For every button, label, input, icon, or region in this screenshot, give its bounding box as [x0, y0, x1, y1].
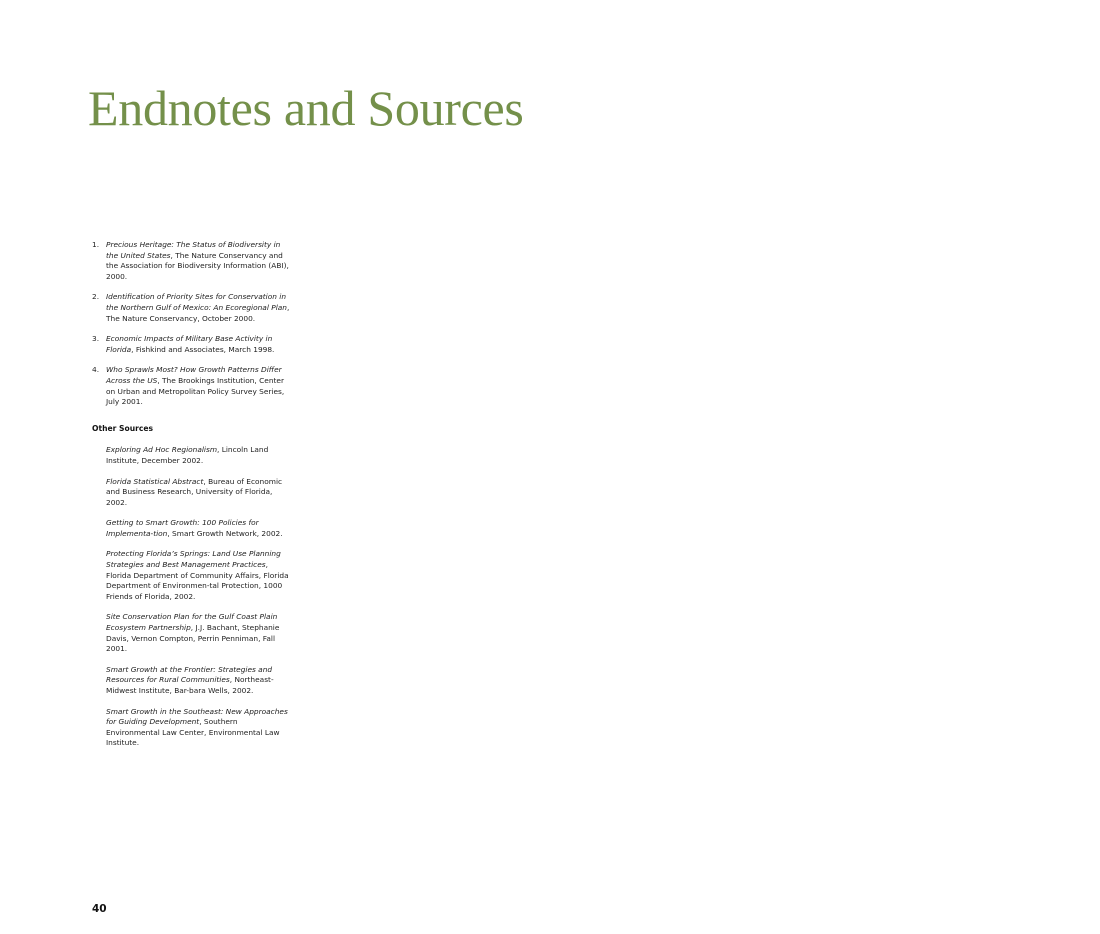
source-item: [92, 549, 292, 602]
endnote-title: Precious Heritage: The Status of Biodiversity in the United States: [106, 240, 281, 260]
source-item: [92, 612, 292, 654]
source-title: Smart Growth at the Frontier: Strategies and Resources for Rural Communities: [106, 664, 273, 685]
endnote-details: , The Brookings Institution, Center on Urban and Metropolitan Policy Survey Series, July 2001.: [106, 375, 285, 407]
source-title: Protecting Florida’s Springs: Land Use Planning Strategies and Best Management Practices: [106, 549, 281, 570]
endnote-details: , The Nature Conservancy, October 2000.: [106, 302, 290, 323]
endnote-details: , Fishkind and Associates, March 1998.: [131, 344, 275, 354]
source-details: , Florida Department of Community Affairs, Florida Department of Environmen-tal Protection, 1000 Friends of Florida, 2002.: [106, 560, 289, 601]
page-number: 40: [92, 903, 107, 915]
source-details: , Northeast-Midwest Institute, Bar-bara Wells, 2002.: [106, 675, 274, 695]
source-item: [92, 665, 292, 697]
endnote-number: 3.: [92, 334, 100, 344]
source-title: Site Conservation Plan for the Gulf Coast Plain Ecosystem Partnership: [106, 612, 278, 633]
source-item: [92, 477, 292, 509]
endnote-title: Economic Impacts of Military Base Activity in Florida: [106, 334, 273, 354]
source-title: Florida Statistical Abstract: [106, 476, 204, 486]
endnote-title: Who Sprawls Most? How Growth Patterns Differ Across the US: [106, 365, 282, 385]
source-title: Exploring Ad Hoc Regionalism: [106, 445, 218, 455]
endnote-item: [92, 365, 292, 407]
notes-column: [92, 240, 292, 759]
endnote-details: , The Nature Conservancy and the Association for Biodiversity Information (ABI), 2000.: [106, 250, 289, 281]
endnote-item: [92, 292, 292, 324]
source-item: [92, 445, 292, 466]
source-title: Smart Growth in the Southeast: New Approaches for Guiding Development: [106, 706, 288, 727]
source-title: Getting to Smart Growth: 100 Policies for Implementa-tion: [106, 518, 259, 538]
endnote-number: 2.: [92, 292, 100, 302]
source-details: , Southern Environmental Law Center, Environmental Law Institute.: [106, 717, 280, 748]
source-item: [92, 707, 292, 749]
source-details: , Smart Growth Network, 2002.: [167, 528, 283, 538]
source-details: , Bureau of Economic and Business Research, University of Florida, 2002.: [106, 476, 283, 507]
endnote-item: [92, 334, 292, 355]
source-item: [92, 518, 292, 539]
endnote-number: 4.: [92, 365, 100, 375]
page-title: Endnotes and Sources: [88, 80, 524, 136]
source-details: , J.J. Bachant, Stephanie Davis, Vernon Compton, Perrin Penniman, Fall 2001.: [106, 623, 280, 654]
source-details: , Lincoln Land Institute, December 2002.: [106, 445, 269, 465]
endnote-list: [92, 240, 292, 408]
endnote-title: Identification of Priority Sites for Conservation in the Northern Gulf of Mexico: An Ecoregional Plan: [106, 292, 287, 312]
endnote-item: [92, 240, 292, 282]
endnote-number: 1.: [92, 240, 100, 249]
other-sources-heading: Other Sources: [92, 423, 154, 433]
